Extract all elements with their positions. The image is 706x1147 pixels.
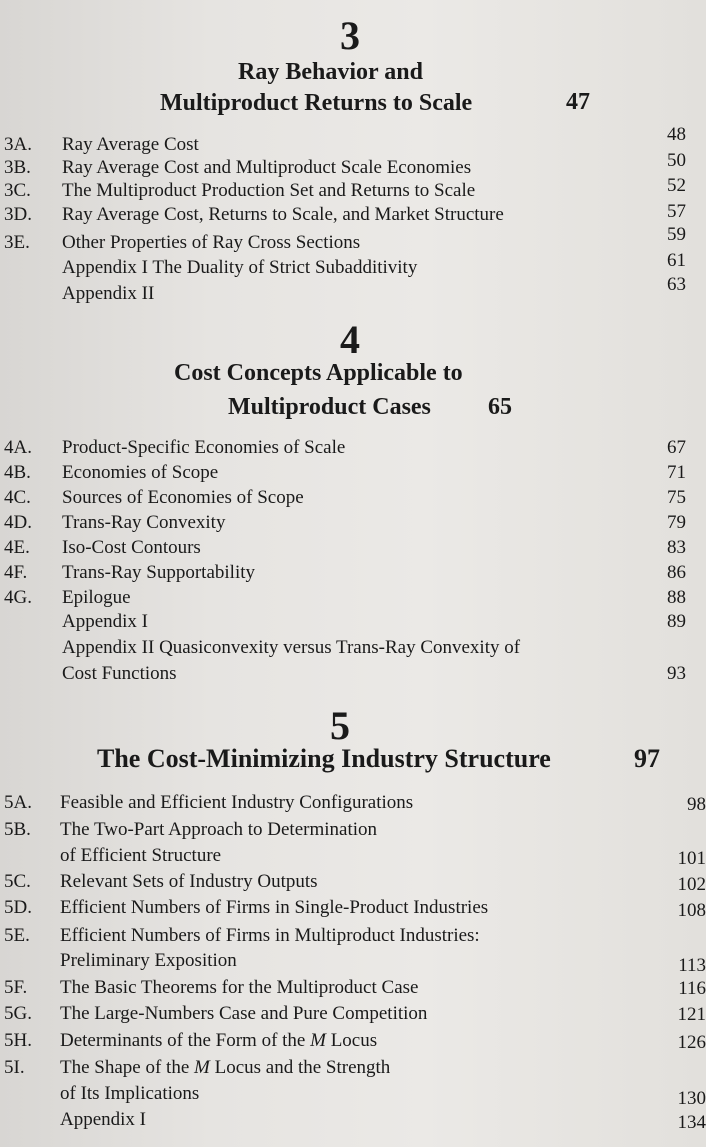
toc-entry-page: 71 xyxy=(667,462,686,483)
toc-entry-title: Other Properties of Ray Cross Sections xyxy=(62,232,361,253)
chapter-3-page: 47 xyxy=(566,89,590,115)
chapter-5-page: 97 xyxy=(634,744,660,773)
chapter-3-number: 3 xyxy=(340,13,360,58)
toc-entry-title: Determinants of the Form of the M Locus xyxy=(60,1030,378,1051)
toc-entry-title: Efficient Numbers of Firms in Single-Product Industries xyxy=(60,897,489,918)
toc-entry-title: Economies of Scope xyxy=(62,462,219,483)
toc-entry-title: Feasible and Efficient Industry Configurations xyxy=(60,792,414,813)
toc-entry-code: 5I. xyxy=(4,1057,25,1078)
toc-entry-page: 83 xyxy=(667,537,686,558)
toc-entry-code: 4E. xyxy=(4,537,30,558)
toc-entry-code: 4C. xyxy=(4,487,31,508)
toc-entry-page: 88 xyxy=(667,587,686,608)
toc-entry-title: The Large-Numbers Case and Pure Competition xyxy=(60,1003,428,1024)
toc-entry-title: of Its Implications xyxy=(60,1083,200,1104)
toc-entry-title: Appendix II xyxy=(62,283,155,304)
toc-entry-page: 61 xyxy=(667,250,686,271)
toc-entry-page: 59 xyxy=(667,224,686,245)
toc-entry-page: 52 xyxy=(667,175,686,196)
toc-entry-title: Appendix II Quasiconvexity versus Trans-Ray Convexity of xyxy=(62,637,521,658)
toc-entry-title: Ray Average Cost and Multiproduct Scale Economies xyxy=(62,157,472,178)
toc-entry-page: 93 xyxy=(667,663,686,684)
toc-entry-code: 3E. xyxy=(4,232,30,253)
chapter-3-title-line2: Multiproduct Returns to Scale xyxy=(160,90,473,116)
chapter-4-page: 65 xyxy=(488,394,512,420)
toc-entry-title: Trans-Ray Supportability xyxy=(62,562,255,583)
toc-entry-title: The Multiproduct Production Set and Returns to Scale xyxy=(62,180,476,201)
toc-entry-page: 48 xyxy=(667,124,686,145)
toc-entry-code: 3B. xyxy=(4,157,31,178)
toc-entry-title: Iso-Cost Contours xyxy=(62,537,201,558)
toc-entry-page: 134 xyxy=(677,1112,706,1133)
toc-entry-title: Sources of Economies of Scope xyxy=(62,487,304,508)
toc-entry-page: 130 xyxy=(677,1088,706,1109)
toc-entry-code: 3A. xyxy=(4,134,32,155)
toc-entry-title: Preliminary Exposition xyxy=(60,950,237,971)
toc-entry-code: 5E. xyxy=(4,925,30,946)
toc-entry-code: 5H. xyxy=(4,1030,32,1051)
toc-entry-page: 75 xyxy=(667,487,686,508)
toc-entry-page: 86 xyxy=(667,562,686,583)
chapter-4-title-line2: Multiproduct Cases xyxy=(228,394,431,420)
toc-entry-page: 116 xyxy=(678,978,706,999)
toc-entry-title: of Efficient Structure xyxy=(60,845,222,866)
toc-entry-title: The Shape of the M Locus and the Strength xyxy=(60,1057,391,1078)
chapter-4-title-line1: Cost Concepts Applicable to xyxy=(174,360,463,386)
toc-entry-page: 63 xyxy=(667,274,686,295)
toc-entry-title: Efficient Numbers of Firms in Multiproduct Industries: xyxy=(60,925,480,946)
toc-entry-page: 89 xyxy=(667,611,686,632)
toc-entry-page: 102 xyxy=(677,874,706,895)
toc-entry-title: Appendix I The Duality of Strict Subadditivity xyxy=(62,257,418,278)
toc-entry-code: 3C. xyxy=(4,180,31,201)
toc-entry-page: 101 xyxy=(677,848,706,869)
chapter-4-number: 4 xyxy=(340,317,360,362)
toc-entry-code: 4D. xyxy=(4,512,32,533)
toc-entry-title: Cost Functions xyxy=(62,663,177,684)
toc-entry-title: Appendix I xyxy=(60,1109,147,1130)
toc-entry-code: 4G. xyxy=(4,587,32,608)
toc-entry-page: 121 xyxy=(677,1004,706,1025)
toc-entry-title: Ray Average Cost xyxy=(62,134,199,155)
toc-entry-page: 113 xyxy=(678,955,706,976)
toc-entry-page: 67 xyxy=(667,437,686,458)
toc-entry-code: 3D. xyxy=(4,204,32,225)
toc-entry-code: 5B. xyxy=(4,819,31,840)
toc-entry-title: Epilogue xyxy=(62,587,131,608)
chapter-5-number: 5 xyxy=(330,703,350,748)
toc-entry-code: 5G. xyxy=(4,1003,32,1024)
chapter-3-title-line1: Ray Behavior and xyxy=(238,59,423,85)
chapter-5-title: The Cost-Minimizing Industry Structure xyxy=(97,744,551,773)
toc-entry-code: 4A. xyxy=(4,437,32,458)
toc-entry-title: Product-Specific Economies of Scale xyxy=(62,437,346,458)
toc-entry-page: 98 xyxy=(687,794,706,815)
toc-entry-page: 126 xyxy=(677,1032,706,1053)
toc-entry-page: 57 xyxy=(667,201,686,222)
toc-entry-code: 5F. xyxy=(4,977,28,998)
toc-entry-page: 50 xyxy=(667,150,686,171)
toc-entry-code: 5A. xyxy=(4,792,32,813)
toc-entry-code: 5C. xyxy=(4,871,31,892)
toc-entry-page: 79 xyxy=(667,512,686,533)
toc-entry-title: Relevant Sets of Industry Outputs xyxy=(60,871,318,892)
toc-entry-title: The Two-Part Approach to Determination xyxy=(60,819,378,840)
toc-entry-code: 4B. xyxy=(4,462,31,483)
toc-entry-code: 4F. xyxy=(4,562,28,583)
toc-entry-page: 108 xyxy=(677,900,706,921)
toc-entry-title: Appendix I xyxy=(62,611,149,632)
toc-entry-title: Trans-Ray Convexity xyxy=(62,512,226,533)
toc-entry-title: The Basic Theorems for the Multiproduct Case xyxy=(60,977,419,998)
toc-entry-title: Ray Average Cost, Returns to Scale, and Market Structure xyxy=(62,204,504,225)
toc-entry-code: 5D. xyxy=(4,897,32,918)
